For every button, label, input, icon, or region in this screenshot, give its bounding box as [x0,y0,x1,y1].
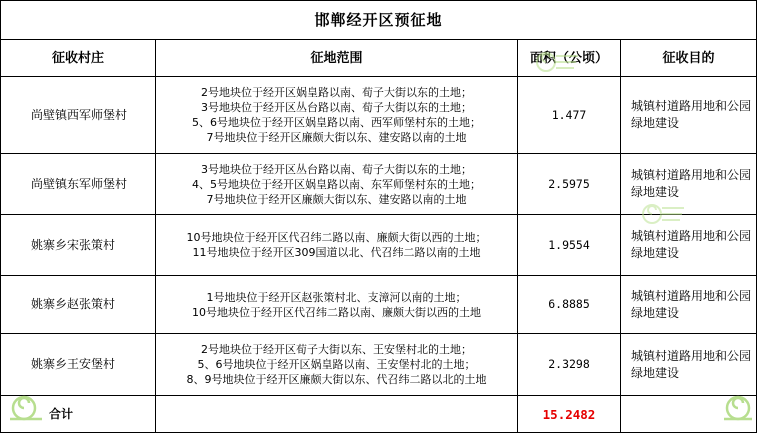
scope-line: 10号地块位于经开区代召纬二路以南、廉颇大街以西的土地 [192,305,481,319]
total-label: 合计 [1,396,156,433]
village-cell: 尚壁镇东军师堡村 [1,154,156,215]
scope-line: 2号地块位于经开区娲皇路以南、荀子大街以东的土地； [201,86,472,99]
scope-line: 10号地块位于经开区代召纬二路以南、廉颇大街以西的土地； [186,231,487,244]
table-row [1,215,757,276]
area-cell: 2.3298 [518,334,621,396]
purpose-cell: 城镇村道路用地和公园绿地建设 [621,334,757,396]
village-cell: 姚寨乡宋张策村 [1,215,156,276]
village-cell: 姚寨乡赵张策村 [1,276,156,334]
header-area: 面积（公顷） [518,40,621,77]
scope-line: 5、6号地块位于经开区娲皇路以南、王安堡村北的土地； [197,358,476,371]
table-title: 邯郸经开区预征地 [1,1,757,40]
header-purpose: 征收目的 [621,40,757,77]
table-row [1,154,757,215]
scope-line: 7号地块位于经开区廉颇大街以东、建安路以南的土地 [206,192,467,206]
total-empty-cell [621,396,757,433]
header-village: 征收村庄 [1,40,156,77]
header-scope: 征地范围 [156,40,518,77]
village-cell: 尚壁镇西军师堡村 [1,77,156,154]
scope-line: 11号地块位于经开区309国道以北、代召纬二路以南的土地 [192,246,481,259]
scope-cell [156,154,518,215]
total-row [1,396,757,433]
scope-cell [156,215,518,276]
scope-line: 7号地块位于经开区廉颇大街以东、建安路以南的土地 [206,131,467,144]
scope-line: 4、5号地块位于经开区娲皇路以南、东军师堡村东的土地； [192,177,481,191]
area-cell: 2.5975 [518,154,621,215]
scope-cell [156,276,518,334]
scope-cell [156,77,518,154]
purpose-cell: 城镇村道路用地和公园绿地建设 [621,276,757,334]
area-cell: 6.8885 [518,276,621,334]
purpose-cell: 城镇村道路用地和公园绿地建设 [621,77,757,154]
area-cell: 1.9554 [518,215,621,276]
scope-line: 8、9号地块位于经开区廉颇大街以东、代召纬二路以北的土地 [186,373,487,386]
scope-line: 3号地块位于经开区丛台路以南、荀子大街以东的土地； [201,162,472,176]
total-empty-cell [156,396,518,433]
table-row [1,77,757,154]
purpose-cell: 城镇村道路用地和公园绿地建设 [621,215,757,276]
scope-line: 5、6号地块位于经开区娲皇路以南、西军师堡村东的土地； [192,116,481,129]
scope-line: 1号地块位于经开区赵张策村北、支漳河以南的土地； [206,290,467,304]
scope-line: 3号地块位于经开区丛台路以南、荀子大街以东的土地； [201,101,472,114]
area-cell: 1.477 [518,77,621,154]
table-row [1,276,757,334]
table-row [1,334,757,396]
purpose-cell: 城镇村道路用地和公园绿地建设 [621,154,757,215]
village-cell: 姚寨乡王安堡村 [1,334,156,396]
scope-cell [156,334,518,396]
total-value: 15.2482 [518,396,621,433]
header-row [1,40,757,77]
scope-line: 2号地块位于经开区荀子大街以东、王安堡村北的土地； [201,343,472,356]
